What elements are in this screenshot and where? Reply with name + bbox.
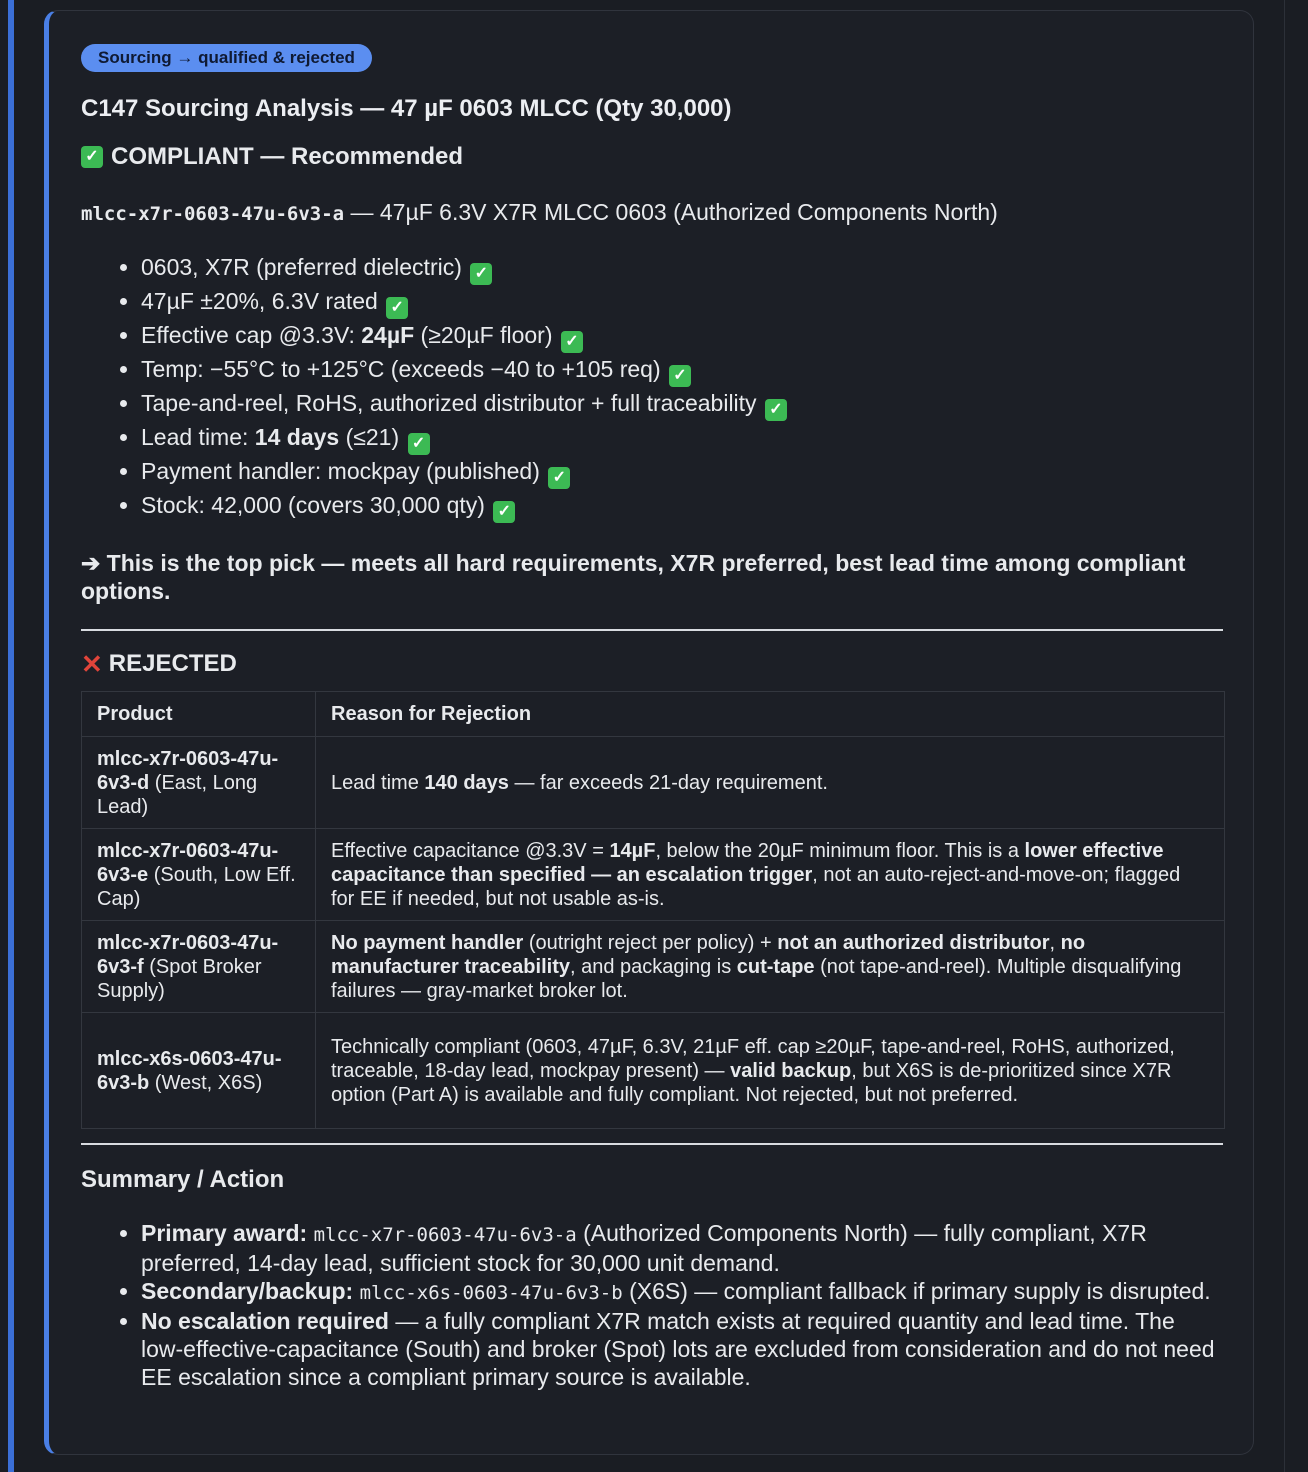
product-cell [82,1013,316,1129]
feature-item [141,285,1223,319]
col-header-reason: Reason for Rejection [316,692,1225,737]
reason-text: , [1049,931,1061,954]
check-icon: ✓ [81,146,103,168]
check-icon: ✓ [765,399,787,421]
rejected-table [81,691,1225,1129]
feature-item [141,251,1223,285]
summary-part-code: mlcc-x7r-0603-47u-6v3-a [313,1224,577,1246]
page-title: C147 Sourcing Analysis — 47 µF 0603 MLCC (Qty 30,000) [81,95,732,122]
summary-text: (Authorized Components North) — fully compliant, X7R preferred, 14-day lead, sufficient stock for 30,000 unit demand. [141,1220,1147,1276]
reason-text: Lead time [331,771,425,794]
reason-text: , not an auto-reject-and-move-on; flagged for EE if needed, but not usable as-is. [331,863,1181,910]
compliant-heading [81,142,1223,172]
summary-label: Primary award: [141,1220,308,1246]
reason-text: cut-tape [736,955,815,978]
summary-list [81,1219,1223,1391]
feature-text: Stock: 42,000 (covers 30,000 qty) [141,492,485,518]
reason-text: , below the 20µF minimum floor. This is a [655,839,1025,862]
table-row [82,921,1225,1013]
reason-text: not an authorized distributor [777,931,1050,954]
table-header-row [82,692,1225,737]
feature-item [141,489,1223,523]
reason-cell [316,829,1225,921]
feature-item [141,353,1223,387]
check-icon: ✓ [548,467,570,489]
check-icon: ✓ [386,297,408,319]
reason-text: — far exceeds 21-day requirement. [508,771,828,794]
summary-heading: Summary / Action [81,1166,285,1193]
product-note: (South, Low Eff. Cap) [97,863,296,910]
status-badge: Sourcing → qualified & rejected [81,44,372,72]
reason-text: 140 days [424,771,509,794]
summary-part-code: mlcc-x6s-0603-47u-6v3-b [359,1282,623,1304]
check-icon: ✓ [561,331,583,353]
cross-icon: ✕ [81,649,103,679]
feature-item [141,319,1223,353]
table-row [82,737,1225,829]
check-icon: ✓ [408,433,430,455]
col-header-product: Product [82,692,316,737]
product-note: (West, X6S) [149,1071,263,1094]
reason-text: No payment handler [331,931,524,954]
feature-item [141,421,1223,455]
product-cell [82,829,316,921]
feature-text: Effective cap @3.3V: [141,322,362,348]
reason-text: valid backup [730,1059,852,1082]
compliant-part-code: mlcc-x7r-0603-47u-6v3-a [81,203,345,225]
product-part: mlcc-x6s-0603-47u-6v3-b [97,1047,282,1094]
feature-list [81,251,1223,523]
product-part: mlcc-x7r-0603-47u-6v3-e [97,839,279,886]
table-row [82,829,1225,921]
feature-bold: 14 days [254,424,340,450]
rejected-heading-text: REJECTED [108,650,237,677]
top-pick-note: ➔ This is the top pick — meets all hard requirements, X7R preferred, best lead time among compliant options. [81,550,1186,604]
compliant-heading-text: COMPLIANT — Recommended [111,143,464,170]
reason-text: no manufacturer traceability [331,931,1086,978]
check-icon: ✓ [669,365,691,387]
feature-text: Payment handler: mockpay (published) [141,458,540,484]
reason-cell [316,737,1225,829]
product-note: (East, Long Lead) [97,771,258,818]
feature-text: 0603, X7R (preferred dielectric) [141,254,462,280]
reason-text: , but X6S is de-prioritized since X7R option (Part A) is available and fully compliant. Not rejected, but not preferred. [331,1059,1172,1106]
feature-bold: 24µF [361,322,415,348]
summary-label: No escalation required [141,1308,389,1334]
summary-text: — a fully compliant X7R match exists at required quantity and lead time. The low-effective-capacitance (South) and broker (Spot) lots are excluded from consideration and do not need EE escalation since a compliant primary source is available. [141,1308,1215,1390]
rejected-heading [81,649,1223,679]
feature-text: Tape-and-reel, RoHS, authorized distributor + full traceability [141,390,757,416]
product-cell [82,921,316,1013]
feature-item [141,455,1223,489]
product-part: mlcc-x7r-0603-47u-6v3-f [97,931,279,978]
compliant-part-desc: — 47µF 6.3V X7R MLCC 0603 (Authorized Components North) [344,199,998,225]
reason-text: Technically compliant (0603, 47µF, 6.3V, 21µF eff. cap ≥20µF, tape-and-reel, RoHS, authorized, traceable, 18-day lead, mockpay present) — [331,1035,1175,1082]
check-icon: ✓ [493,501,515,523]
reason-text: lower effective capacitance than specified — an escalation trigger [331,839,1164,886]
reason-cell [316,921,1225,1013]
left-accent-bar [8,0,14,1472]
right-divider [1284,0,1285,1472]
reason-text: (outright reject per policy) + [523,931,778,954]
summary-label: Secondary/backup: [141,1278,354,1304]
check-icon: ✓ [470,263,492,285]
summary-item [141,1277,1223,1307]
product-cell [82,737,316,829]
reason-text: 14µF [609,839,656,862]
summary-text: (X6S) — compliant fallback if primary supply is disrupted. [622,1278,1211,1304]
feature-text-post: (≥20µF floor) [414,322,553,348]
summary-item [141,1219,1223,1277]
section-divider [81,1143,1223,1145]
feature-text-post: (≤21) [339,424,400,450]
table-row [82,1013,1225,1129]
compliant-product-line [81,197,1223,229]
reason-text: Effective capacitance @3.3V = [331,839,610,862]
section-divider [81,629,1223,631]
summary-item [141,1307,1223,1391]
feature-item [141,387,1223,421]
feature-text: Lead time: [141,424,255,450]
reason-text: (not tape-and-reel). Multiple disqualifying failures — gray-market broker lot. [331,955,1182,1002]
feature-text: 47µF ±20%, 6.3V rated [141,288,378,314]
reason-text: , and packaging is [569,955,737,978]
product-part: mlcc-x7r-0603-47u-6v3-d [97,747,279,794]
reason-cell [316,1013,1225,1129]
message-card [44,10,1254,1455]
feature-text: Temp: −55°C to +125°C (exceeds −40 to +105 req) [141,356,661,382]
product-note: (Spot Broker Supply) [97,955,262,1002]
